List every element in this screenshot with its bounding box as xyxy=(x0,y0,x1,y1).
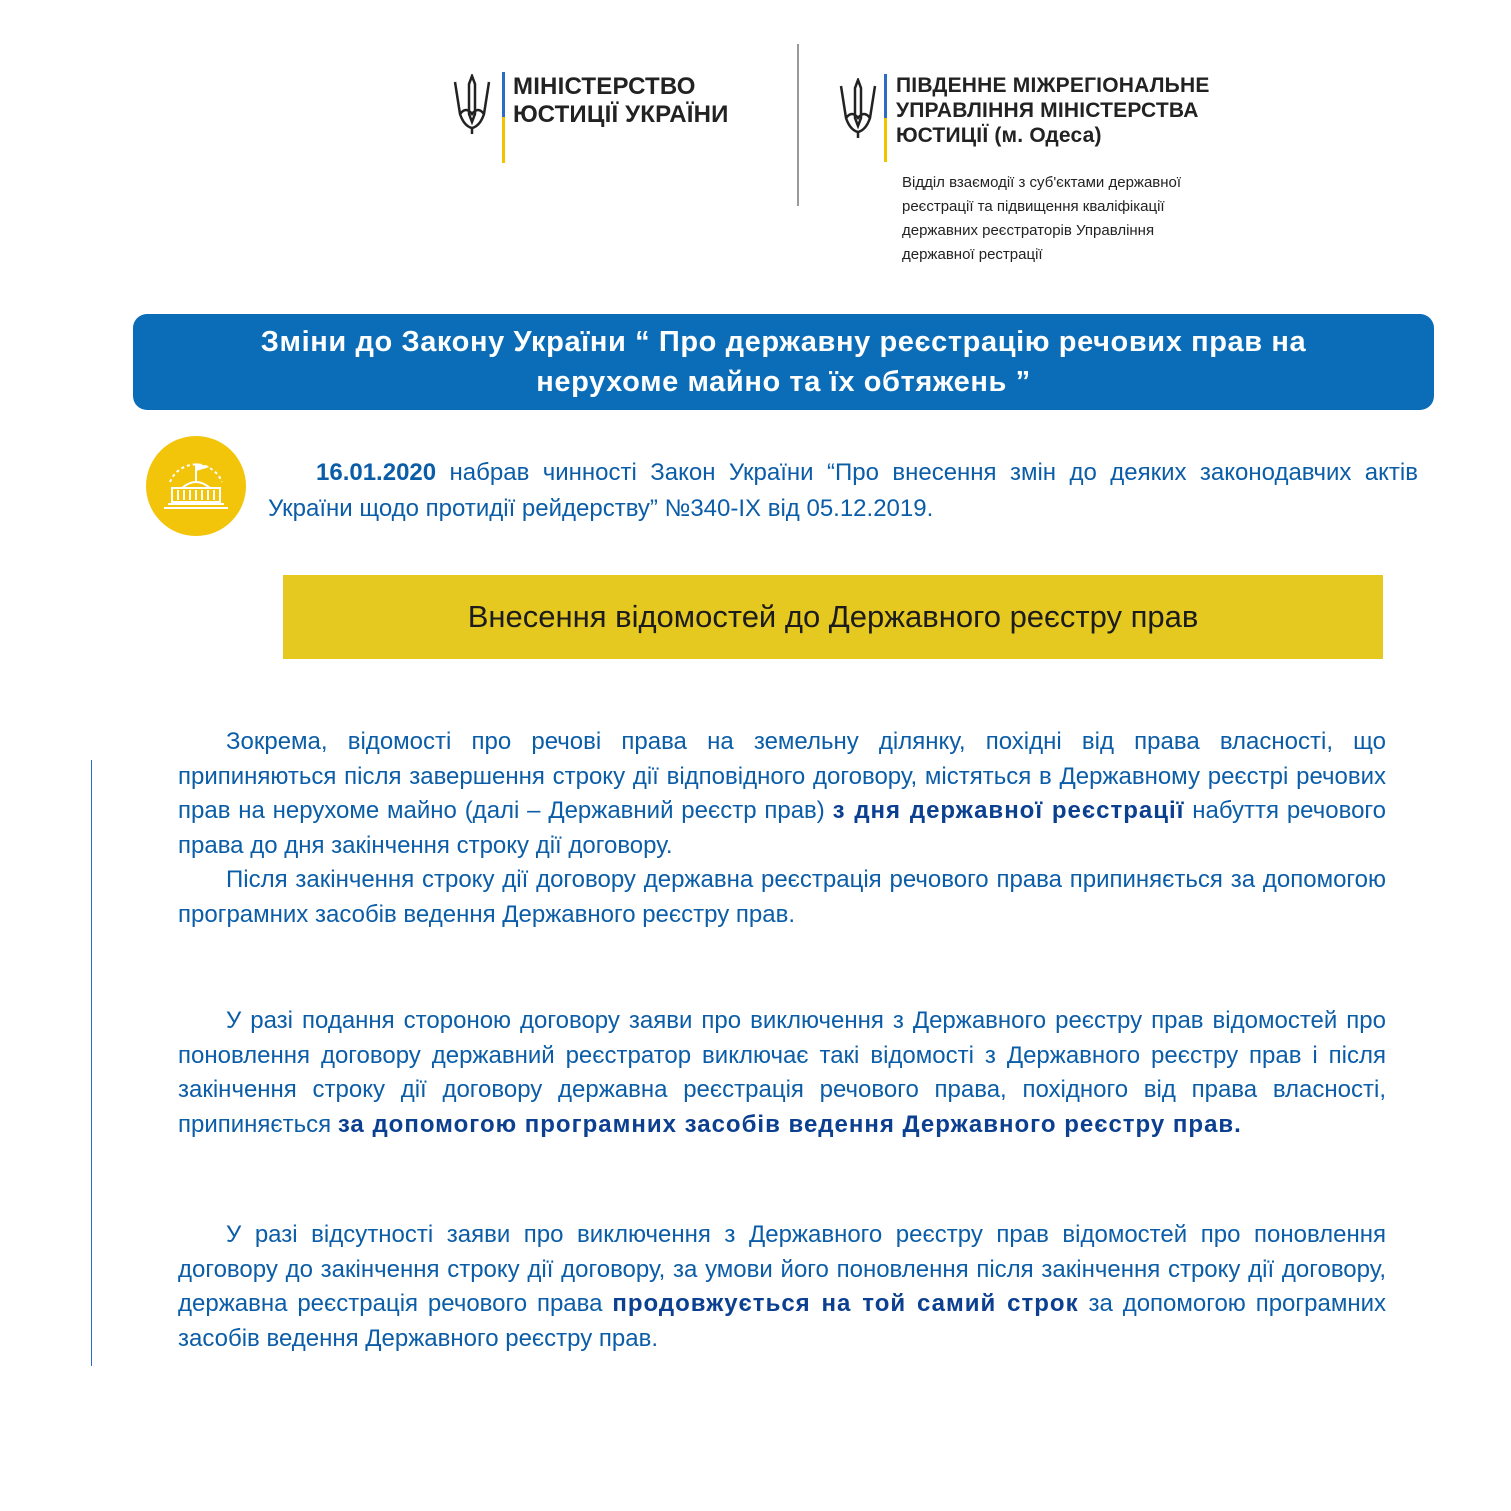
paragraph-3-text: У разі подання стороною договору заяви про виключення з Державного реєстру прав відомостей про поновлення договору державний реєстратор виключає такі відомості з Державного реєстру прав і після закінчення строку дії договору державна реєстрація речового права, похідного від права власності, припиняється xyxy=(178,1007,1386,1138)
paragraph-1-text-a: Зокрема, відомості про речові права на земельну ділянку, похідні від права власності, що припиняються після завершення строку дії відповідного договору, містяться в Державному реєстрі речових прав на нерухоме майно (далі – Державний реєстр прав) xyxy=(178,728,1386,824)
intro-text xyxy=(268,455,1418,527)
dept-line2: реєстрації та підвищення кваліфікації xyxy=(902,198,1165,215)
paragraph-3 xyxy=(178,1004,1386,1142)
flag-yellow-stripe xyxy=(502,117,505,163)
dept-line1: Відділ взаємодії з суб'єктами державної xyxy=(902,174,1182,191)
paragraph-4-text-a: У разі відсутності заяви про виключення з Державного реєстру прав відомостей про поновлення договору до закінчення строку дії договору, за умови його поновлення після закінчення строку дії договору, державна реєстрація речового права xyxy=(178,1221,1386,1317)
intro-body: набрав чинності Закон України “Про внесення змін до деяких законодавчих актів України щодо протидії рейдерству” №340-IX від 05.12.2019. xyxy=(268,459,1418,522)
paragraph-1-emphasis: з дня державної реєстрації xyxy=(832,797,1185,824)
ministry-name-line2: ЮСТИЦІЇ УКРАЇНИ xyxy=(513,101,729,128)
regional-logo xyxy=(838,72,1278,167)
trident-icon xyxy=(452,74,492,136)
ministry-name-line1: МІНІСТЕРСТВО xyxy=(513,73,696,100)
department-name xyxy=(902,171,1282,267)
parliament-icon xyxy=(146,436,246,536)
left-rule xyxy=(91,760,92,1366)
ministry-logo xyxy=(452,68,762,168)
title-banner xyxy=(133,314,1434,410)
regional-name-line2: УПРАВЛІННЯ МІНІСТЕРСТВА xyxy=(896,99,1199,122)
flag-blue-stripe xyxy=(502,72,505,117)
flag-yellow-stripe xyxy=(884,118,887,162)
flag-blue-stripe xyxy=(884,74,887,118)
banner-title-line2: нерухоме майно та їх обтяжень ” xyxy=(536,366,1031,398)
intro-date: 16.01.2020 xyxy=(316,459,437,486)
section-title: Внесення відомостей до Державного реєстру прав xyxy=(283,575,1383,659)
paragraph-4 xyxy=(178,1218,1386,1356)
dept-line4: державної рестрації xyxy=(902,246,1043,263)
paragraph-1-text-b: набуття речового права до дня закінчення строку дії договору. xyxy=(178,797,1386,859)
trident-icon xyxy=(838,78,878,140)
paragraph-3-emphasis: за допомогою програмних засобів ведення Державного реєстру прав. xyxy=(337,1110,1242,1138)
paragraph-4-text-b: за допомогою програмних засобів ведення Державного реєстру прав. xyxy=(178,1290,1386,1352)
regional-name-line1: ПІВДЕННЕ МІЖРЕГІОНАЛЬНЕ xyxy=(896,74,1210,97)
paragraph-4-emphasis: продовжується на той самий строк xyxy=(612,1290,1079,1317)
regional-name-line3: ЮСТИЦІЇ (м. Одеса) xyxy=(896,124,1102,147)
parliament-building-icon xyxy=(146,436,246,536)
dept-line3: державних реєстраторів Управління xyxy=(902,222,1155,239)
paragraph-2: Після закінчення строку дії договору державна реєстрація речового права припиняється за допомогою програмних засобів ведення Державного реєстру прав. xyxy=(178,866,1386,928)
header-divider xyxy=(797,44,799,206)
banner-title-line1: Зміни до Закону України “ Про державну реєстрацію речових прав на xyxy=(260,326,1307,358)
paragraph-1 xyxy=(178,725,1386,932)
